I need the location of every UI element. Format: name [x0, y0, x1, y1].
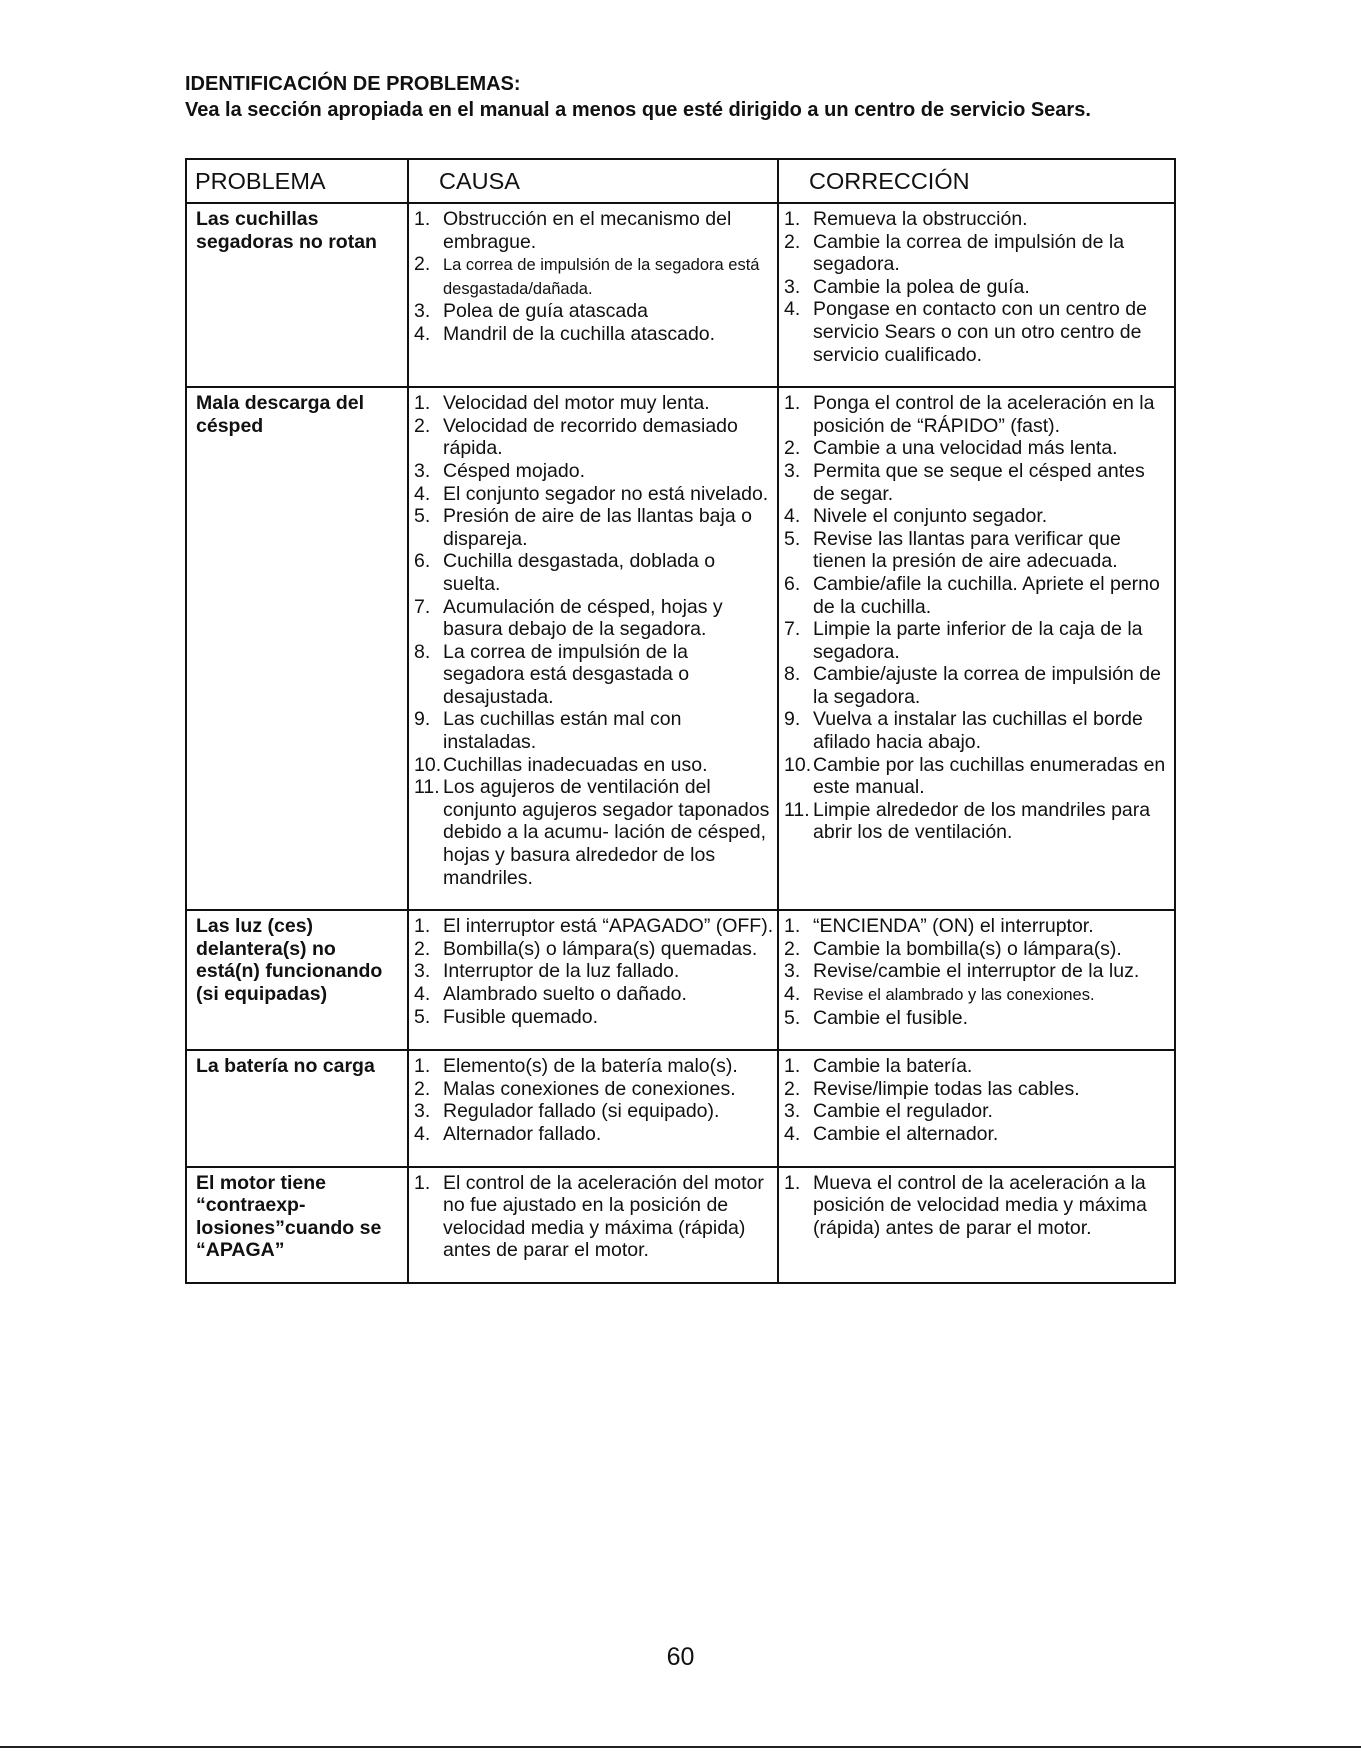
bottom-rule	[0, 1746, 1361, 1748]
cause-item: 4. Alambrado suelto o dañado.	[414, 983, 687, 1005]
correction-cell	[778, 910, 1175, 1050]
cause-cell	[408, 387, 778, 910]
correction-item: 5. Revise las llantas para verificar que tienen la presión de aire adecuada.	[784, 527, 1121, 573]
cause-item: 3. Interruptor de la luz fallado.	[414, 960, 680, 983]
problem-cell: La batería no carga	[186, 1050, 408, 1166]
correction-item: 2. Cambie la bombilla(s) o lámpara(s).	[784, 937, 1122, 960]
cause-item: 10. Cuchillas inadecuadas en uso.	[414, 753, 708, 776]
correction-item: 4. Nivele el conjunto segador.	[784, 505, 1048, 528]
table-row	[186, 203, 1175, 387]
correction-item: 1. Cambie la batería.	[784, 1055, 973, 1078]
correction-item: 6. Cambie/afile la cuchilla. Apriete el perno de la cuchilla.	[784, 572, 1160, 618]
correction-cell	[778, 1167, 1175, 1283]
problem-cell: Las luz (ces) delantera(s) no está(n) funcionando (si equipadas)	[186, 910, 408, 1050]
problem-cell: Las cuchillas segadoras no rotan	[186, 203, 408, 387]
cause-item: 7. Acumulación de césped, hojas y basura debajo de la segadora.	[414, 595, 723, 641]
correction-item: 1. Mueva el control de la aceleración a la posición de velocidad media y máxima (rápida) antes de parar el motor.	[784, 1171, 1147, 1239]
correction-item: 11. Limpie alrededor de los mandriles para abrir los de ventilación.	[784, 798, 1151, 844]
header-problem: PROBLEMA	[186, 159, 408, 203]
page-title: IDENTIFICACIÓN DE PROBLEMAS:	[185, 73, 521, 95]
correction-cell	[778, 1050, 1175, 1166]
correction-item: 1. Ponga el control de la aceleración en la posición de “RÁPIDO” (fast).	[784, 392, 1155, 437]
cause-item: 8. La correa de impulsión de la segadora está desgastada o desajustada.	[414, 640, 690, 708]
correction-item: 3. Cambie la polea de guía.	[784, 275, 1030, 298]
cause-item: 9. Las cuchillas están mal con instaladas.	[414, 708, 682, 754]
cause-item: 2. Bombilla(s) o lámpara(s) quemadas.	[414, 937, 758, 960]
cause-item: 4. El conjunto segador no está nivelado.	[414, 482, 769, 505]
correction-item: 2. Revise/limpie todas las cables.	[784, 1077, 1080, 1100]
correction-item: 3. Permita que se seque el césped antes de segar.	[784, 459, 1145, 505]
header-cause: CAUSA	[408, 159, 778, 203]
correction-item: 3. Cambie el regulador.	[784, 1100, 993, 1123]
cause-item: 6. Cuchilla desgastada, doblada o suelta.	[414, 550, 716, 595]
correction-item: 4. Revise el alambrado y las conexiones.	[784, 983, 1095, 1005]
cause-cell	[408, 1050, 778, 1166]
correction-item: 2. Cambie la correa de impulsión de la segadora.	[784, 230, 1125, 276]
correction-item: 4. Pongase en contacto con un centro de servicio Sears o con un otro centro de servicio cualificado.	[784, 298, 1147, 366]
cause-item: 1. El control de la aceleración del motor no fue ajustado en la posición de velocidad media y máxima (rápida) antes de parar el motor.	[414, 1171, 764, 1262]
problem-cell: El motor tiene “contraexp- losiones”cuando se “APAGA”	[186, 1167, 408, 1283]
correction-item: 1. Remueva la obstrucción.	[784, 208, 1028, 230]
page-subtitle: Vea la sección apropiada en el manual a menos que esté dirigido a un centro de servicio Sears.	[185, 99, 1091, 121]
cause-item: 2. Velocidad de recorrido demasiado rápida.	[414, 414, 738, 460]
page-number: 60	[666, 1643, 695, 1671]
correction-item: 5. Cambie el fusible.	[784, 1006, 968, 1029]
cause-item: 3. Regulador fallado (si equipado).	[414, 1100, 720, 1123]
cause-cell	[408, 910, 778, 1050]
correction-item: 7. Limpie la parte inferior de la caja de la segadora.	[784, 618, 1143, 663]
cause-item: 1. Elemento(s) de la batería malo(s).	[414, 1055, 738, 1078]
correction-item: 8. Cambie/ajuste la correa de impulsión de la segadora.	[784, 663, 1161, 708]
cause-item: 5. Fusible quemado.	[414, 1005, 599, 1028]
cause-item: 4. Mandril de la cuchilla atascado.	[414, 322, 716, 345]
cause-item: 1. Obstrucción en el mecanismo del embrague.	[414, 208, 732, 253]
table-row	[186, 1167, 1175, 1283]
correction-item: 10. Cambie por las cuchillas enumeradas en este manual.	[784, 753, 1166, 799]
table-row	[186, 910, 1175, 1050]
table-header-row	[186, 159, 1175, 203]
table-row	[186, 1050, 1175, 1166]
table-row	[186, 387, 1175, 910]
cause-item: 3. Césped mojado.	[414, 459, 586, 482]
cause-item: 5. Presión de aire de las llantas baja o dispareja.	[414, 505, 752, 550]
cause-item: 11. Los agujeros de ventilación del conjunto agujeros segador taponados debido a la acumu- lación de césped, hojas y basura alrededor de los mandriles.	[414, 776, 770, 889]
page-header	[185, 72, 1185, 122]
header-correction: CORRECCIÓN	[778, 159, 1175, 203]
correction-item: 9. Vuelva a instalar las cuchillas el borde afilado hacia abajo.	[784, 708, 1143, 754]
cause-item: 4. Alternador fallado.	[414, 1122, 602, 1145]
cause-item: 2. Malas conexiones de conexiones.	[414, 1077, 736, 1100]
correction-cell	[778, 387, 1175, 910]
troubleshooting-table	[185, 158, 1176, 1284]
cause-item: 2. La correa de impulsión de la segadora está desgastada/dañada.	[414, 253, 760, 298]
cause-item: 1. Velocidad del motor muy lenta.	[414, 392, 710, 415]
problem-cell: Mala descarga del césped	[186, 387, 408, 910]
correction-cell	[778, 203, 1175, 387]
correction-item: 1. “ENCIENDA” (ON) el interruptor.	[784, 915, 1094, 938]
cause-cell	[408, 1167, 778, 1283]
cause-cell	[408, 203, 778, 387]
correction-item: 3. Revise/cambie el interruptor de la luz.	[784, 960, 1140, 983]
cause-item: 1. El interruptor está “APAGADO” (OFF).	[414, 915, 774, 938]
correction-item: 4. Cambie el alternador.	[784, 1122, 999, 1145]
cause-item: 3. Polea de guía atascada	[414, 300, 648, 323]
correction-item: 2. Cambie a una velocidad más lenta.	[784, 437, 1118, 460]
